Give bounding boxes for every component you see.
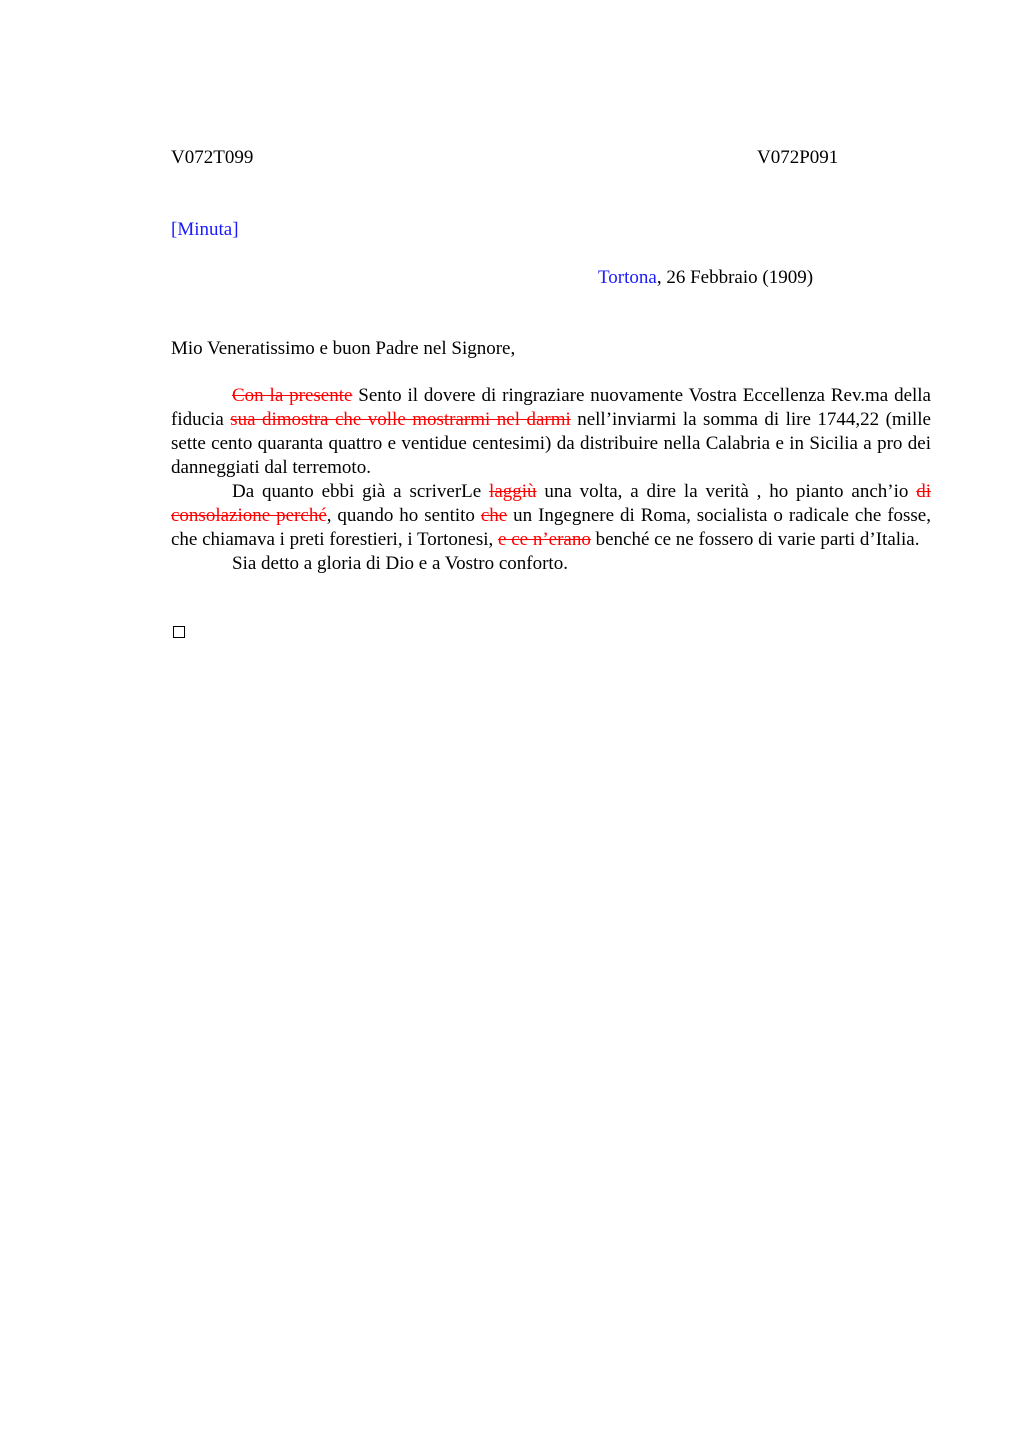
document-code-right: V072P091 — [757, 147, 839, 168]
paragraph-text: nell’inviarmi la somma di lire 1744,22 (mille sette cento quaranta quattro e ventidue centesimi) da distribuire nella Calabria e in Sicilia a pro dei danneggiati dal terremoto. — [171, 409, 931, 478]
paragraph-2 — [171, 480, 931, 552]
deleted-text: Con la presente — [232, 385, 353, 406]
paragraph-text: , quando ho sentito — [326, 505, 481, 526]
paragraph-text: Da quanto ebbi già a scriverLe — [232, 481, 490, 502]
paragraph-text: un Ingegnere di Roma, socialista o radicale che fosse, che chiamava i preti forestieri, i Tortonesi, — [171, 505, 931, 550]
salutation: Mio Veneratissimo e buon Padre nel Signore, — [171, 338, 516, 359]
dateline-place: Tortona — [598, 267, 657, 288]
deleted-text: che — [480, 505, 508, 526]
dateline — [598, 266, 813, 290]
paragraph-text: benché ce ne fossero di varie parti d’Italia. — [590, 529, 920, 550]
deleted-text: e ce n’erano — [498, 529, 591, 550]
deleted-text: di consolazione perché — [171, 481, 931, 526]
paragraph-1 — [171, 384, 931, 480]
paragraph-3 — [171, 552, 931, 576]
deleted-text: laggiù — [489, 481, 537, 502]
deleted-text: sua dimostra che volle mostrarmi nel darmi — [230, 409, 571, 430]
paragraph-text: Sia detto a gloria di Dio e a Vostro conforto. — [232, 553, 568, 574]
paragraph-text: Sento il dovere di ringraziare nuovamente Vostra Eccellenza Rev.ma della fiducia — [171, 385, 931, 430]
letter-body — [171, 384, 931, 576]
dateline-date: , 26 Febbraio (1909) — [656, 267, 814, 288]
minuta-annotation: [Minuta] — [171, 219, 239, 240]
empty-square-icon — [173, 626, 185, 638]
paragraph-text: una volta, a dire la verità , ho pianto anch’io — [536, 481, 917, 502]
document-code-left: V072T099 — [171, 147, 254, 168]
